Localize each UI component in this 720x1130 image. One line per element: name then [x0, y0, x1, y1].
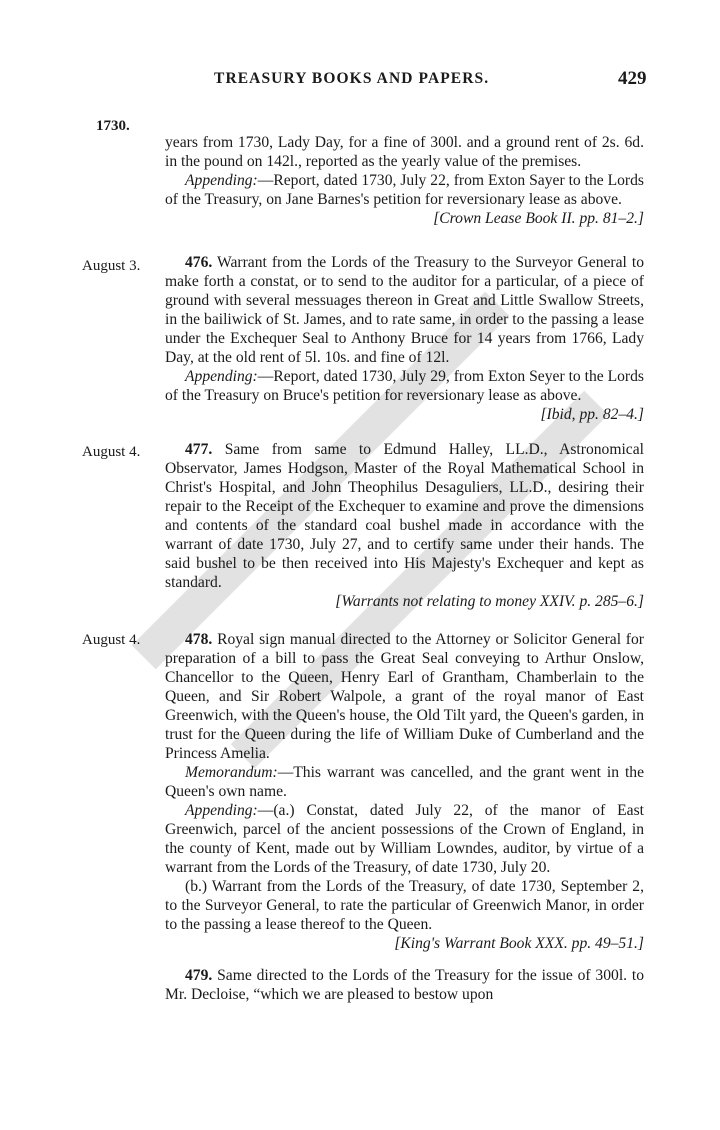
entry-number: 477.	[185, 441, 213, 458]
entry-479	[165, 966, 644, 1004]
continuation-block	[165, 133, 644, 228]
entry-478-paragraph	[165, 630, 644, 763]
appending-label: Appending:	[185, 802, 258, 819]
margin-year: 1730.	[96, 118, 130, 134]
continuation-citation	[165, 209, 644, 228]
citation-text: [Crown Lease Book II. pp. 81–2.]	[433, 210, 644, 227]
entry-476-citation	[165, 405, 644, 424]
page-number: 429	[618, 68, 647, 89]
entry-478-appending-b	[165, 877, 644, 934]
memorandum-label: Memorandum:	[185, 764, 278, 781]
margin-date-477: August 4.	[82, 444, 141, 460]
entry-477	[165, 440, 644, 611]
appending-text: —Report, dated 1730, July 22, from Exton Sayer to the Lords of the Treasury, on Jane Barnes's petition for reversionary lease as above.	[165, 172, 644, 208]
entry-text: Same from same to Edmund Halley, LL.D., Astronomical Observator, James Hodgson, Master of the Royal Mathematical School in Christ's Hospital, and John Theophilus Desaguliers, LL.D., desiring their repair to the Receipt of the Exchequer to examine and prove the dimensions and contents of the standard coal bushel made in accordance with the warrant of date 1730, July 27, and to certify same under their hands. The said bushel to be then received into His Majesty's Exchequer and kept as standard.	[165, 441, 644, 591]
entry-476-paragraph	[165, 253, 644, 367]
entry-number: 479.	[185, 967, 213, 984]
citation-text: [Warrants not relating to money XXIV. p. 285–6.]	[335, 593, 644, 610]
margin-date-476: August 3.	[82, 258, 141, 274]
continuation-text: years from 1730, Lady Day, for a fine of 300l. and a ground rent of 2s. 6d. in the pound on 142l., reported as the yearly value of the premises.	[165, 134, 644, 170]
entry-number: 478.	[185, 631, 213, 648]
entry-text: Warrant from the Lords of the Treasury to the Surveyor General to make forth a constat, or to send to the auditor for a particular, of a piece of ground with several messuages thereon in Great and Little Swallow Streets, in the bailiwick of St. James, and to rate same, in order to the passing a lease under the Exchequer Seal to Anthony Bruce for 14 years from 1766, Lady Day, at the old rent of 5l. 10s. and fine of 12l.	[165, 254, 644, 366]
entry-478	[165, 630, 644, 953]
entry-476	[165, 253, 644, 424]
entry-text: Same directed to the Lords of the Treasury for the issue of 300l. to Mr. Decloise, “which we are pleased to bestow upon	[165, 967, 644, 1003]
citation-text: [King's Warrant Book XXX. pp. 49–51.]	[394, 935, 644, 952]
entry-478-appending-a	[165, 801, 644, 877]
appending-label: Appending:	[185, 172, 258, 189]
margin-date-478: August 4.	[82, 632, 141, 648]
entry-476-appending	[165, 367, 644, 405]
entry-number: 476.	[185, 254, 213, 271]
entry-text: Royal sign manual directed to the Attorney or Solicitor General for preparation of a bill to pass the Great Seal conveying to Arthur Onslow, Chancellor to the Queen, Henry Earl of Grantham, Chamberlain to the Queen, and Sir Robert Walpole, a grant of the royal manor of East Greenwich, with the Queen's house, the Old Tilt yard, the Queen's garden, in trust for the Queen during the life of William Duke of Cumberland and the Princess Amelia.	[165, 631, 644, 762]
entry-478-memorandum	[165, 763, 644, 801]
memorandum-text: —This warrant was cancelled, and the grant went in the Queen's own name.	[165, 764, 644, 800]
appending-label: Appending:	[185, 368, 258, 385]
page-header	[0, 68, 720, 98]
running-title: TREASURY BOOKS AND PAPERS.	[214, 70, 490, 87]
continuation-appending	[165, 171, 644, 209]
entry-477-paragraph	[165, 440, 644, 592]
appending-text: —(a.) Constat, dated July 22, of the manor of East Greenwich, parcel of the ancient possessions of the Crown of England, in the county of Kent, made out by William Lowndes, auditor, by virtue of a warrant from the Lords of the Treasury, of date 1730, July 20.	[165, 802, 644, 876]
appending-text: —Report, dated 1730, July 29, from Exton Seyer to the Lords of the Treasury on Bruce's petition for reversionary lease as above.	[165, 368, 644, 404]
entry-478-citation	[165, 934, 644, 953]
entry-477-citation	[165, 592, 644, 611]
appending-text: (b.) Warrant from the Lords of the Treasury, of date 1730, September 2, to the Surveyor General, to rate the particular of Greenwich Manor, in order to the passing a lease thereof to the Queen.	[165, 878, 644, 933]
entry-479-paragraph	[165, 966, 644, 1004]
citation-text: [Ibid, pp. 82–4.]	[540, 406, 644, 423]
